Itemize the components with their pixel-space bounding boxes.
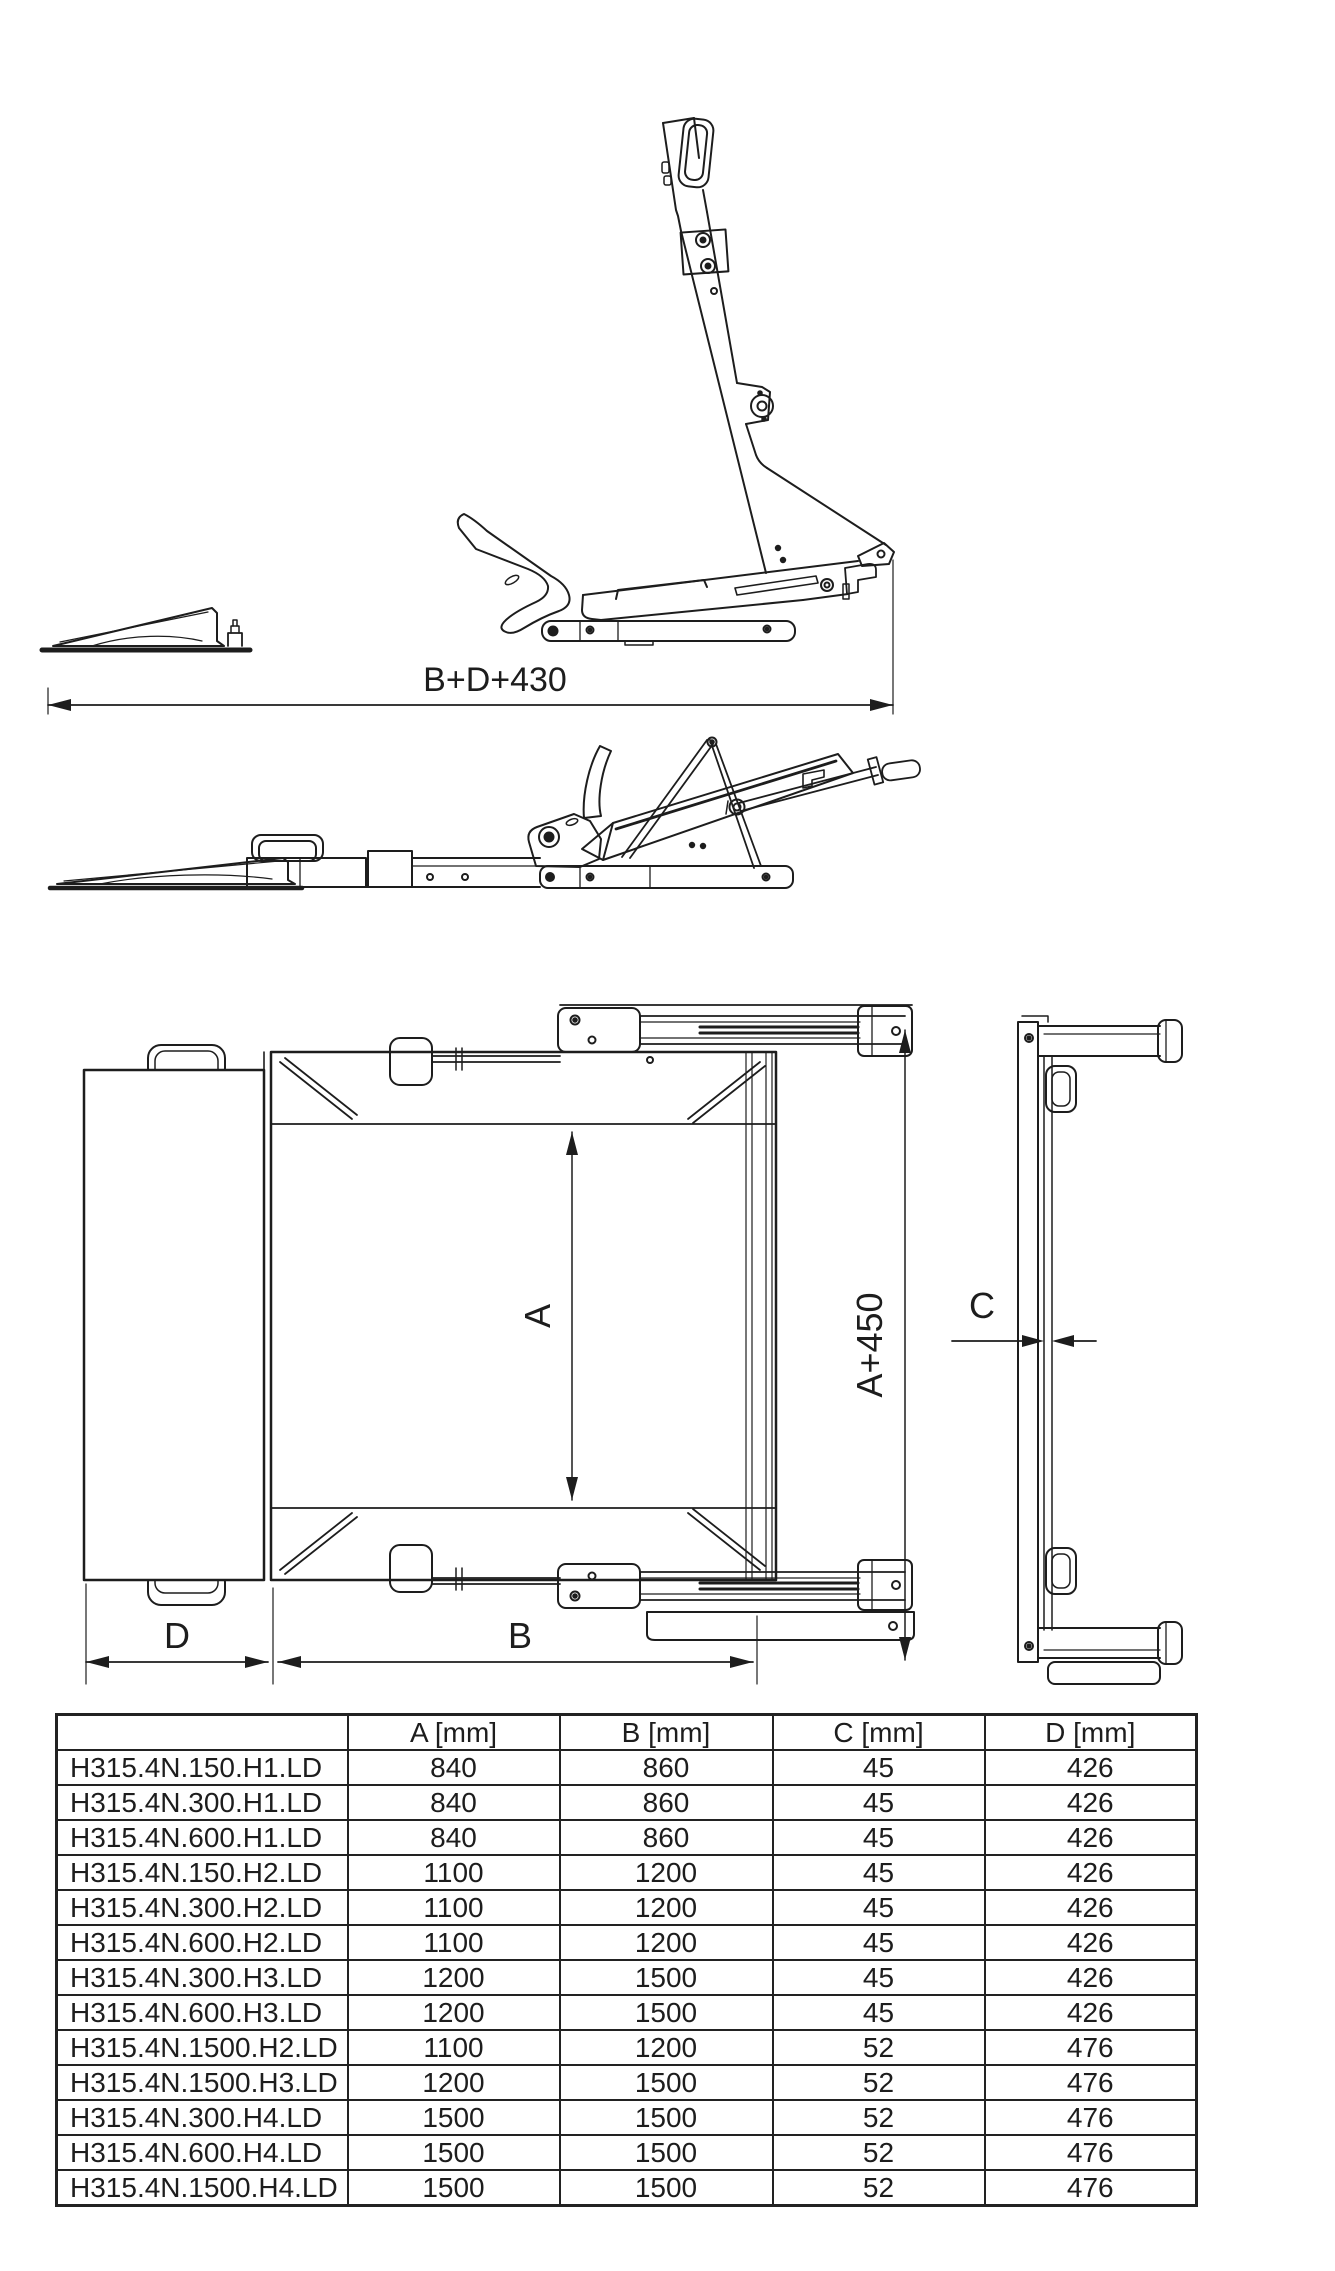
dim-a-cell: 1100	[348, 2030, 560, 2065]
table-header-row	[57, 1715, 1197, 1751]
dim-a-cell: 1100	[348, 1855, 560, 1890]
col-header-c: C [mm]	[773, 1715, 985, 1751]
dim-a-cell: 1200	[348, 1960, 560, 1995]
table-row	[57, 1820, 1197, 1855]
dim-b-cell: 1500	[560, 1960, 773, 1995]
table-row	[57, 2100, 1197, 2135]
table-row	[57, 1785, 1197, 1820]
ramp-panel	[84, 1045, 271, 1605]
dimension-platform-width	[517, 1132, 578, 1500]
model-cell: H315.4N.1500.H3.LD	[57, 2065, 348, 2100]
col-header-model	[57, 1715, 348, 1751]
dim-c-cell: 52	[773, 2065, 985, 2100]
profile-view	[952, 1016, 1182, 1684]
dim-b-cell: 1500	[560, 2065, 773, 2100]
folded-platform	[582, 561, 876, 620]
model-cell: H315.4N.300.H3.LD	[57, 1960, 348, 1995]
loading-ramp-folded	[50, 858, 302, 888]
loading-ramp	[42, 608, 250, 650]
dim-label-a-plus-450: A+450	[849, 1292, 890, 1398]
model-cell: H315.4N.1500.H2.LD	[57, 2030, 348, 2065]
table-row	[57, 1960, 1197, 1995]
table-row	[57, 1855, 1197, 1890]
dim-label-c: C	[969, 1285, 995, 1326]
dim-b-cell: 860	[560, 1820, 773, 1855]
dim-b-cell: 1200	[560, 2030, 773, 2065]
dim-d-cell: 426	[985, 1890, 1197, 1925]
dim-c-cell: 45	[773, 1750, 985, 1785]
table-row	[57, 1925, 1197, 1960]
table-row	[57, 2135, 1197, 2170]
dim-label-b: B	[507, 1615, 533, 1656]
slide-rail-top	[390, 1005, 912, 1085]
base-frame-folded	[540, 866, 793, 888]
model-cell: H315.4N.600.H3.LD	[57, 1995, 348, 2030]
dim-b-cell: 1500	[560, 2135, 773, 2170]
dim-c-cell: 52	[773, 2170, 985, 2206]
table-row	[57, 1890, 1197, 1925]
base-frame	[542, 621, 795, 645]
dim-d-cell: 426	[985, 1960, 1197, 1995]
dim-label-d: D	[164, 1615, 190, 1656]
side-view-folded	[50, 738, 921, 889]
table-row	[57, 2170, 1197, 2206]
dimensions-table	[55, 1713, 1198, 2207]
dim-a-cell: 1100	[348, 1925, 560, 1960]
dim-c-cell: 52	[773, 2030, 985, 2065]
table-row	[57, 1995, 1197, 2030]
model-cell: H315.4N.600.H2.LD	[57, 1925, 348, 1960]
dim-d-cell: 426	[985, 1785, 1197, 1820]
dim-c-cell: 52	[773, 2135, 985, 2170]
dim-a-cell: 1500	[348, 2135, 560, 2170]
dim-c-cell: 45	[773, 1925, 985, 1960]
plan-view	[84, 1005, 914, 1684]
col-header-b: B [mm]	[560, 1715, 773, 1751]
dim-label-a: A	[517, 1303, 558, 1329]
dim-a-cell: 840	[348, 1820, 560, 1855]
model-cell: H315.4N.600.H4.LD	[57, 2135, 348, 2170]
table-row	[57, 2065, 1197, 2100]
dim-d-cell: 476	[985, 2135, 1197, 2170]
model-cell: H315.4N.150.H2.LD	[57, 1855, 348, 1890]
dim-c-cell: 52	[773, 2100, 985, 2135]
dim-b-cell: 1200	[560, 1925, 773, 1960]
col-header-d: D [mm]	[985, 1715, 1197, 1751]
dim-b-cell: 1500	[560, 2170, 773, 2206]
model-cell: H315.4N.1500.H4.LD	[57, 2170, 348, 2206]
dim-c-cell: 45	[773, 1995, 985, 2030]
dim-b-cell: 1200	[560, 1855, 773, 1890]
dim-a-cell: 1200	[348, 1995, 560, 2030]
lift-arm-assembly	[582, 738, 921, 869]
dim-a-cell: 840	[348, 1750, 560, 1785]
dim-a-cell: 1500	[348, 2100, 560, 2135]
dimension-depths	[86, 1584, 757, 1684]
dim-d-cell: 426	[985, 1925, 1197, 1960]
dim-d-cell: 476	[985, 2065, 1197, 2100]
dim-d-cell: 476	[985, 2100, 1197, 2135]
model-cell: H315.4N.150.H1.LD	[57, 1750, 348, 1785]
model-cell: H315.4N.300.H4.LD	[57, 2100, 348, 2135]
mast-body	[681, 212, 894, 573]
dim-label-overall-length: B+D+430	[423, 661, 567, 699]
dim-d-cell: 426	[985, 1995, 1197, 2030]
dim-b-cell: 1500	[560, 2100, 773, 2135]
folded-body	[247, 835, 540, 887]
dim-c-cell: 45	[773, 1855, 985, 1890]
col-header-a: A [mm]	[348, 1715, 560, 1751]
dim-d-cell: 426	[985, 1820, 1197, 1855]
dim-d-cell: 476	[985, 2170, 1197, 2206]
dim-a-cell: 1200	[348, 2065, 560, 2100]
dim-b-cell: 1500	[560, 1995, 773, 2030]
dim-b-cell: 1200	[560, 1890, 773, 1925]
model-cell: H315.4N.300.H2.LD	[57, 1890, 348, 1925]
lever-hub	[528, 746, 611, 867]
mast-clamp	[681, 229, 729, 274]
dim-b-cell: 860	[560, 1750, 773, 1785]
dim-d-cell: 426	[985, 1855, 1197, 1890]
dim-a-cell: 1500	[348, 2170, 560, 2206]
model-cell: H315.4N.300.H1.LD	[57, 1785, 348, 1820]
dim-b-cell: 860	[560, 1785, 773, 1820]
dim-c-cell: 45	[773, 1785, 985, 1820]
dim-c-cell: 45	[773, 1960, 985, 1995]
table-row	[57, 2030, 1197, 2065]
dim-a-cell: 840	[348, 1785, 560, 1820]
side-view-deployed	[42, 118, 894, 714]
operating-lever	[458, 514, 570, 633]
dim-d-cell: 426	[985, 1750, 1197, 1785]
table-row	[57, 1750, 1197, 1785]
dim-c-cell: 45	[773, 1890, 985, 1925]
dimension-thickness	[952, 1285, 1096, 1347]
model-cell: H315.4N.600.H1.LD	[57, 1820, 348, 1855]
dim-c-cell: 45	[773, 1820, 985, 1855]
dim-a-cell: 1100	[348, 1890, 560, 1925]
dim-d-cell: 476	[985, 2030, 1197, 2065]
slide-rail-bottom	[390, 1545, 914, 1640]
